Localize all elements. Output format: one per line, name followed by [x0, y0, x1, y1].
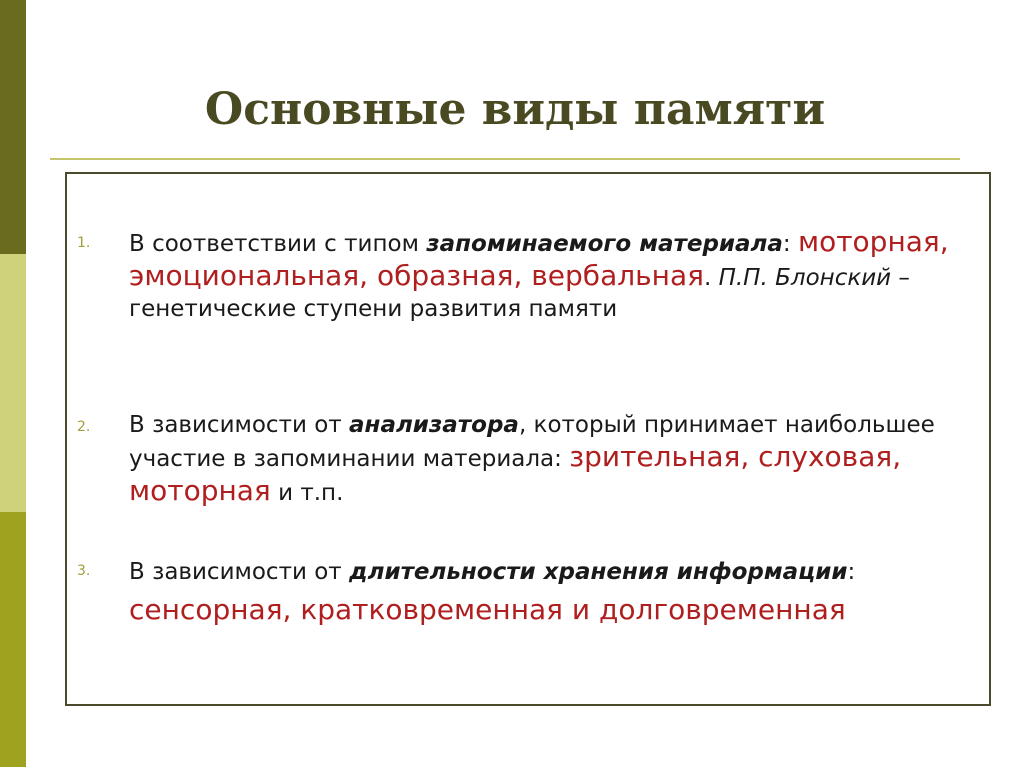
item-emphasis: запоминаемого материала — [426, 231, 783, 257]
content-box — [65, 172, 991, 706]
item-tail-text: – генетические ступени развития памяти — [129, 265, 910, 322]
item-author: П.П. Блонский — [718, 265, 892, 291]
list-item-text — [129, 226, 969, 325]
item-colon: : — [782, 231, 798, 257]
slide-title: Основные виды памяти — [204, 84, 826, 135]
item-mid-text: , который принимает наибольшее участие в запоминании материала: — [129, 412, 935, 472]
item-tail-text: и т.п. — [270, 480, 344, 506]
side-bar-bottom — [0, 512, 26, 767]
item-lead-text: В зависимости от — [129, 559, 350, 585]
item-lead-text: В соответствии с типом — [129, 231, 427, 257]
item-memory-types: моторная, эмоциональная, образная, вербальная — [129, 225, 949, 292]
item-memory-types: зрительная, слуховая, моторная — [129, 440, 902, 507]
side-bar-middle — [0, 254, 26, 512]
list-item-text — [129, 410, 969, 509]
item-emphasis: анализатора — [349, 412, 519, 438]
item-emphasis: длительности хранения информации — [349, 559, 848, 585]
side-bar-top — [0, 0, 26, 254]
list-number: 1. — [77, 235, 91, 251]
list-item-text — [129, 554, 969, 631]
list-number: 3. — [77, 563, 91, 579]
item-after: . — [703, 265, 719, 291]
list-number: 2. — [77, 419, 91, 435]
item-colon: : — [847, 559, 856, 585]
item-lead-text: В зависимости от — [129, 412, 350, 438]
item-memory-types: сенсорная, кратковременная и долговременная — [129, 593, 846, 626]
title-divider — [50, 158, 960, 160]
